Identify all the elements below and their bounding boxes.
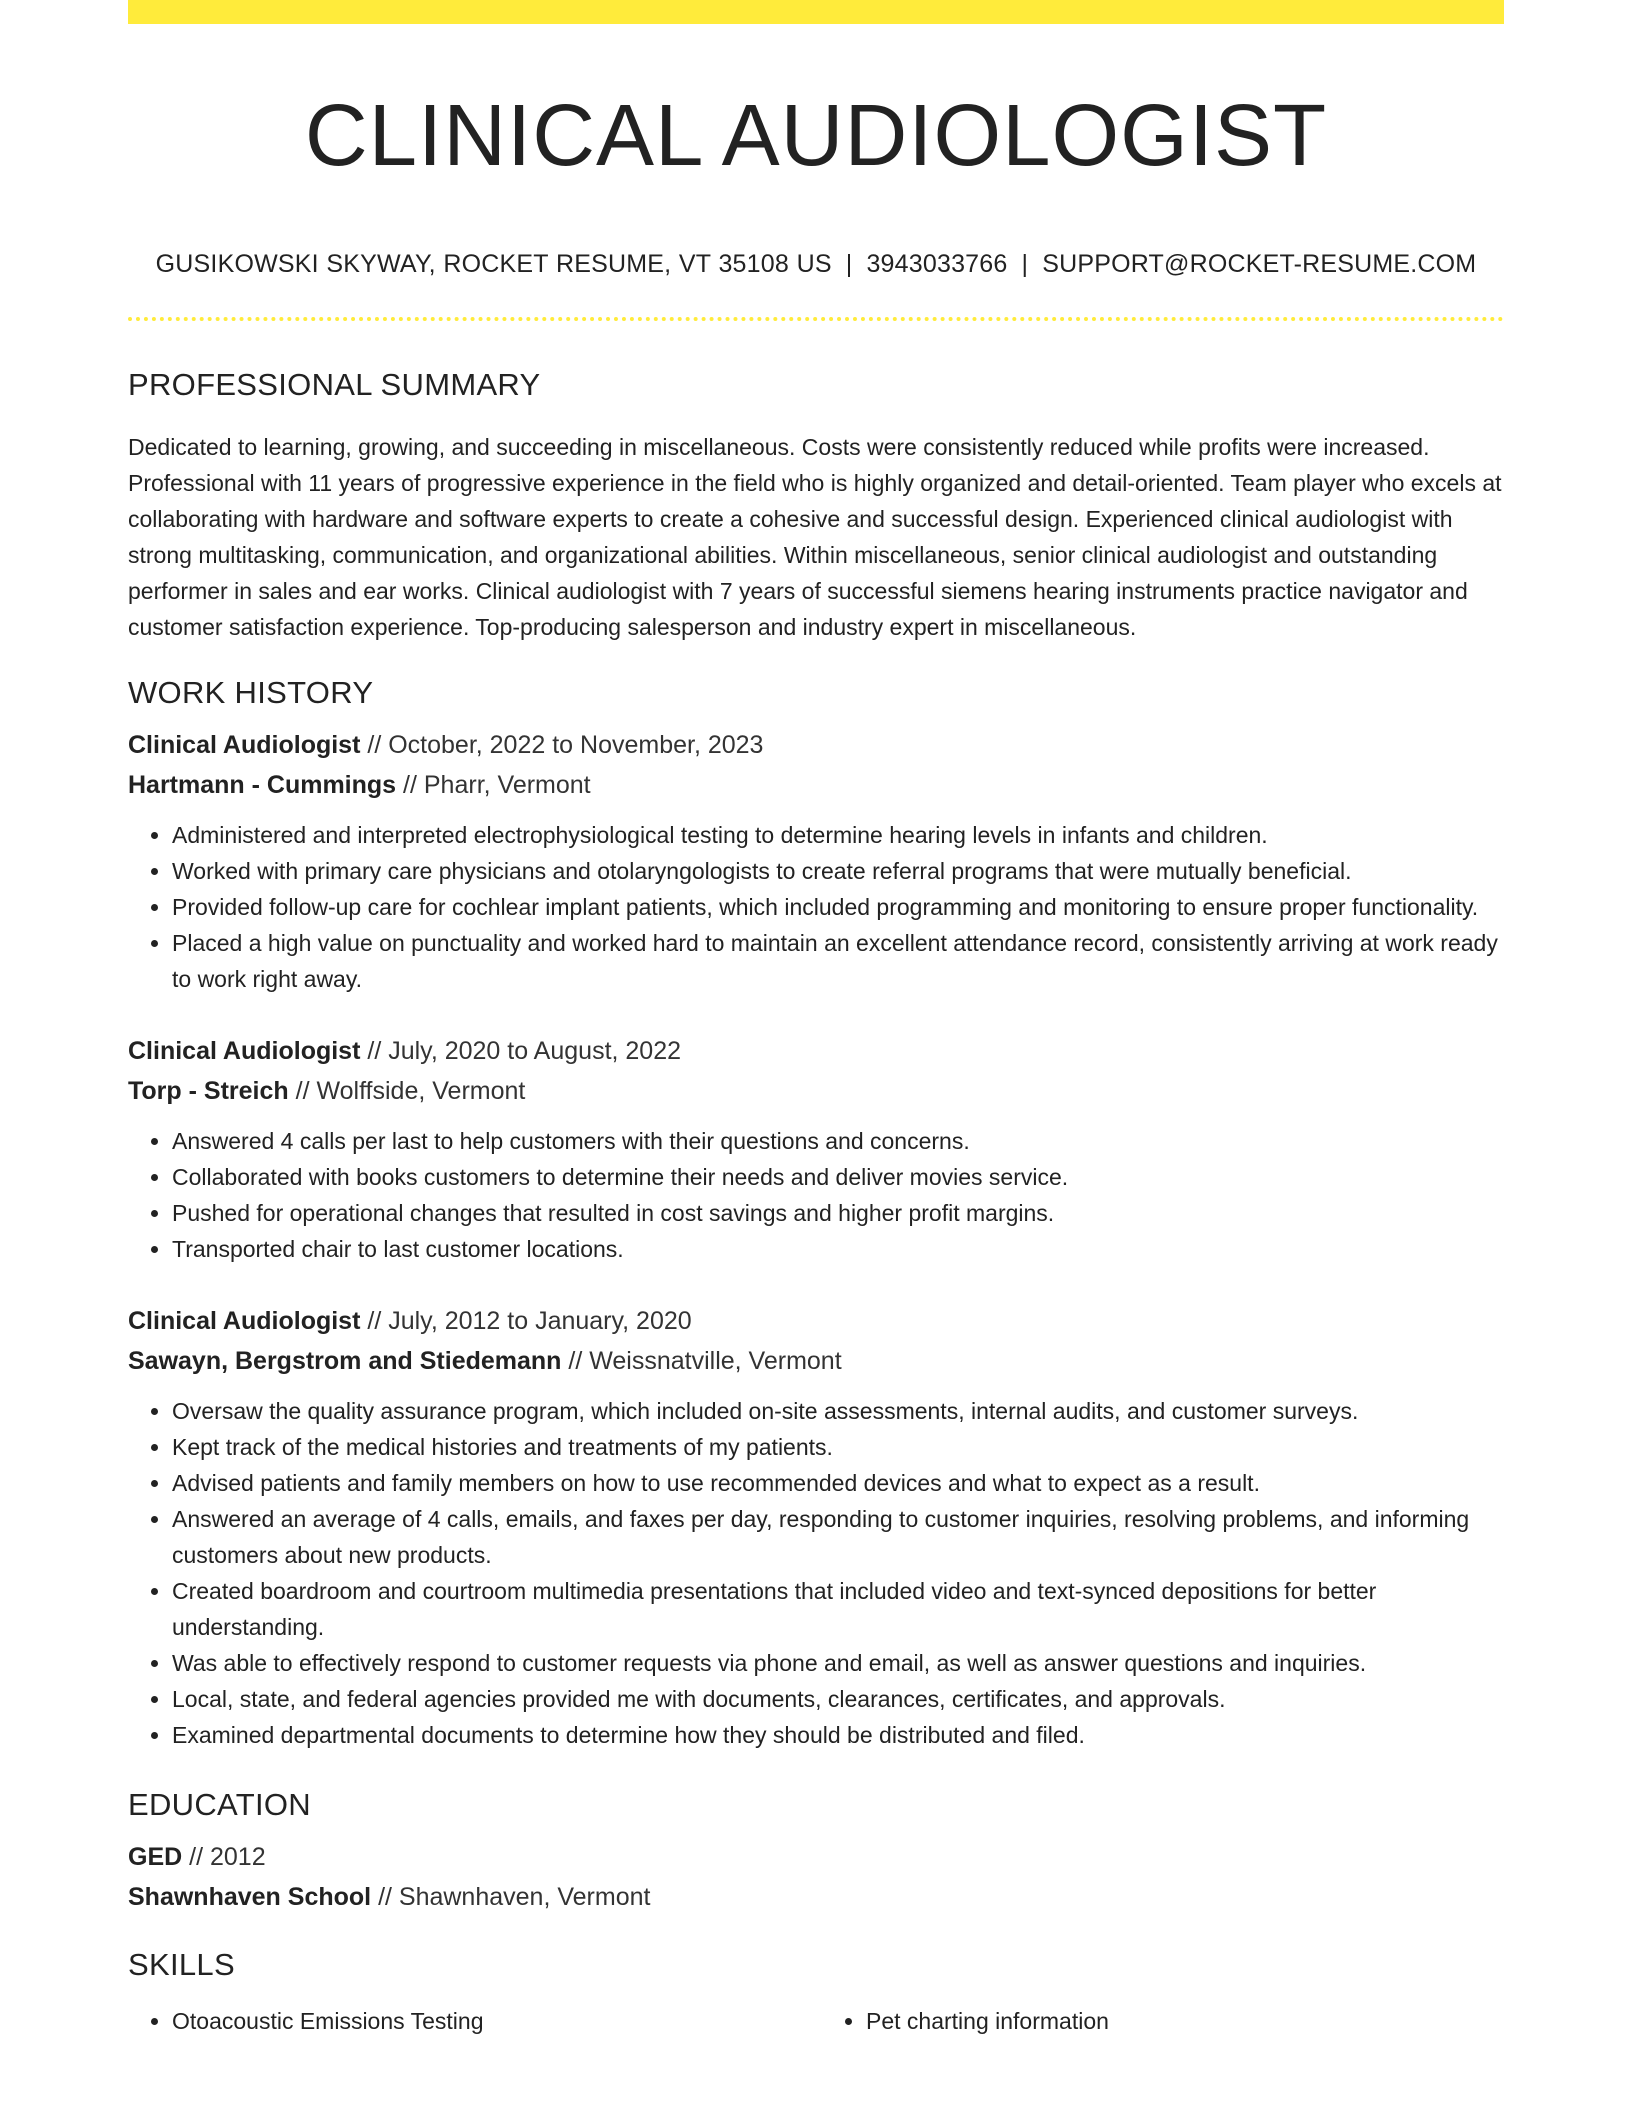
job-bullets — [128, 1123, 1504, 1267]
job-company: Sawayn, Bergstrom and Stiedemann — [128, 1347, 562, 1376]
job-bullet: • Examined departmental documents to determine how they should be distributed and filed. — [172, 1717, 1504, 1753]
accent-top-bar — [128, 0, 1504, 24]
section-heading-skills: SKILLS — [128, 1947, 235, 1983]
education-degree: GED — [128, 1843, 183, 1872]
job-bullets — [128, 817, 1504, 997]
job-bullet: • Transported chair to last customer locations. — [172, 1231, 1504, 1267]
job-bullet: • Pushed for operational changes that resulted in cost savings and higher profit margins. — [172, 1195, 1504, 1231]
job-title-line — [128, 725, 1504, 765]
job-bullet: • Local, state, and federal agencies provided me with documents, clearances, certificates, and approvals. — [172, 1681, 1504, 1717]
job-title-line — [128, 1301, 1504, 1341]
resume-page — [128, 0, 1504, 2039]
job-bullet: • Oversaw the quality assurance program, which included on-site assessments, internal audits, and customer surveys. — [172, 1393, 1504, 1429]
job-bullets — [128, 1393, 1504, 1753]
job-company-line — [128, 1341, 1504, 1381]
job-bullet: • Was able to effectively respond to customer requests via phone and email, as well as answer questions and inquiries. — [172, 1645, 1504, 1681]
education-section — [128, 1787, 1504, 1917]
contact-address: GUSIKOWSKI SKYWAY, ROCKET RESUME, VT 35108 US — [155, 250, 832, 279]
contact-phone[interactable]: 3943033766 — [866, 250, 1008, 279]
contact-line — [128, 250, 1504, 279]
job-company: Hartmann - Cummings — [128, 771, 397, 800]
job-dates: // July, 2020 to August, 2022 — [367, 1037, 682, 1066]
contact-separator: | — [1021, 250, 1029, 279]
dotted-divider — [128, 317, 1504, 321]
work-history-section — [128, 675, 1504, 1753]
education-degree-line — [128, 1837, 1504, 1877]
job-bullet: • Answered an average of 4 calls, emails, and faxes per day, responding to customer inquiries, resolving problems, and informing customers about new products. — [172, 1501, 1504, 1573]
section-heading-summary: PROFESSIONAL SUMMARY — [128, 367, 541, 403]
job-location: // Weissnatville, Vermont — [568, 1347, 842, 1376]
job-bullet: • Collaborated with books customers to determine their needs and deliver movies service. — [172, 1159, 1504, 1195]
job-title-line — [128, 1031, 1504, 1071]
job-location: // Wolffside, Vermont — [295, 1077, 526, 1106]
skills-list-left — [128, 2003, 816, 2039]
job-bullet: • Advised patients and family members on how to use recommended devices and what to expect as a result. — [172, 1465, 1504, 1501]
job-entry — [128, 1301, 1504, 1753]
job-bullet: • Placed a high value on punctuality and worked hard to maintain an excellent attendance record, consistently arriving at work ready to work right away. — [172, 925, 1504, 997]
job-title: Clinical Audiologist — [128, 731, 361, 760]
resume-name-title: CLINICAL AUDIOLOGIST — [304, 87, 1328, 184]
section-heading-education: EDUCATION — [128, 1787, 311, 1823]
summary-text: Dedicated to learning, growing, and succeeding in miscellaneous. Costs were consistently reduced while profits were increased. Professional with 11 years of progressive experience in the field who is highly organized and detail-oriented. Team player who excels at collaborating with hardware and software experts to create a cohesive and successful design. Experienced clinical audiologist with strong multitasking, communication, and organizational abilities. Within miscellaneous, senior clinical audiologist and outstanding performer in sales and ear works. Clinical audiologist with 7 years of successful siemens hearing instruments practice navigator and customer satisfaction experience. Top-producing salesperson and industry expert in miscellaneous. — [128, 434, 1502, 641]
education-location: // Shawnhaven, Vermont — [378, 1883, 651, 1912]
summary-section — [128, 367, 1504, 645]
job-entry — [128, 725, 1504, 997]
skills-list-right — [816, 2003, 1504, 2039]
skill-item: • Otoacoustic Emissions Testing — [172, 2003, 816, 2039]
skills-columns — [128, 2003, 1504, 2039]
education-year: // 2012 — [189, 1843, 266, 1872]
job-dates: // October, 2022 to November, 2023 — [367, 731, 764, 760]
job-entry — [128, 1031, 1504, 1267]
education-school-line — [128, 1877, 1504, 1917]
job-bullet: • Created boardroom and courtroom multimedia presentations that included video and text-synced depositions for better understanding. — [172, 1573, 1504, 1645]
job-title: Clinical Audiologist — [128, 1307, 361, 1336]
job-company: Torp - Streich — [128, 1077, 289, 1106]
section-heading-work: WORK HISTORY — [128, 675, 374, 711]
job-bullet: • Answered 4 calls per last to help customers with their questions and concerns. — [172, 1123, 1504, 1159]
skills-section — [128, 1947, 1504, 2039]
job-bullet: • Provided follow-up care for cochlear implant patients, which included programming and monitoring to ensure proper functionality. — [172, 889, 1504, 925]
education-school: Shawnhaven School — [128, 1883, 372, 1912]
job-bullet: • Worked with primary care physicians and otolaryngologists to create referral programs that were mutually beneficial. — [172, 853, 1504, 889]
job-dates: // July, 2012 to January, 2020 — [367, 1307, 692, 1336]
job-bullet: • Kept track of the medical histories and treatments of my patients. — [172, 1429, 1504, 1465]
job-location: // Pharr, Vermont — [403, 771, 591, 800]
contact-email[interactable]: SUPPORT@ROCKET-RESUME.COM — [1042, 250, 1477, 279]
job-title: Clinical Audiologist — [128, 1037, 361, 1066]
skill-item: • Pet charting information — [866, 2003, 1504, 2039]
job-company-line — [128, 765, 1504, 805]
job-bullet: • Administered and interpreted electrophysiological testing to determine hearing levels in infants and children. — [172, 817, 1504, 853]
job-company-line — [128, 1071, 1504, 1111]
contact-separator: | — [845, 250, 853, 279]
